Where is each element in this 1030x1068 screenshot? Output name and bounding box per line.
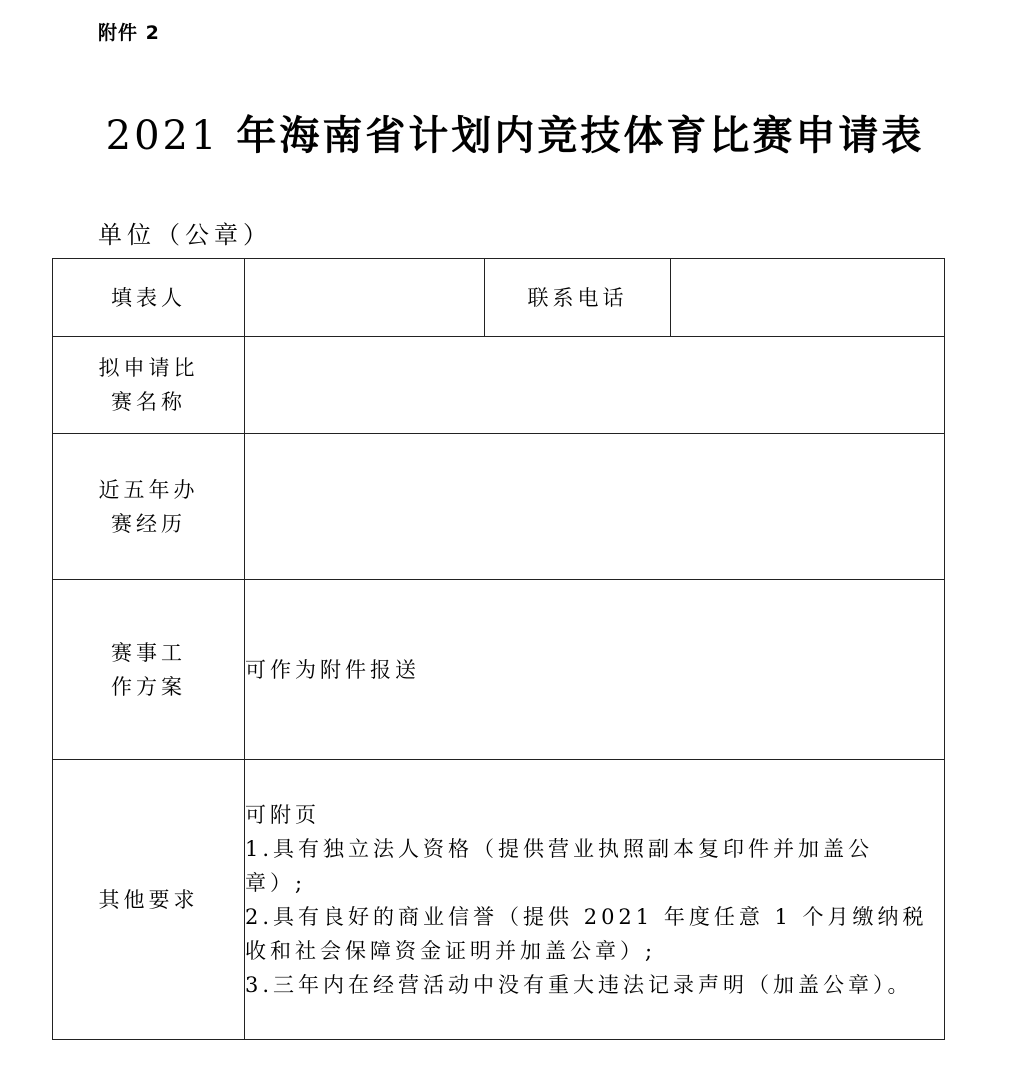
- history-label: [53, 434, 245, 580]
- phone-field[interactable]: [671, 259, 945, 337]
- competition-name-label-line2: 赛名称: [111, 390, 186, 414]
- history-label-line1: 近五年办: [98, 477, 199, 502]
- work-plan-label-line1: 赛事工: [111, 640, 186, 665]
- other-requirements-label: 其他要求: [53, 760, 245, 1040]
- phone-label: 联系电话: [485, 259, 671, 337]
- title-year: 2021: [105, 113, 220, 159]
- other-requirement-line: 3.三年内在经营活动中没有重大违法记录声明（加盖公章）。: [245, 972, 913, 997]
- competition-name-label-line1: 拟申请比: [98, 356, 199, 380]
- history-field[interactable]: [245, 434, 945, 580]
- other-requirement-line: 章）;: [245, 870, 307, 895]
- filler-field[interactable]: [245, 259, 485, 337]
- row-work-plan: [53, 580, 945, 760]
- application-form-table: [52, 258, 945, 1040]
- other-requirements-field: [245, 760, 945, 1040]
- work-plan-label-line2: 作方案: [111, 674, 186, 699]
- other-requirement-line: 收和社会保障资金证明并加盖公章）;: [245, 938, 657, 963]
- history-label-line2: 赛经历: [111, 511, 186, 536]
- other-requirement-line: 1.具有独立法人资格（提供营业执照副本复印件并加盖公: [245, 836, 874, 861]
- attachment-label: 附件 2: [98, 22, 160, 44]
- other-requirement-line: 2.具有良好的商业信誉（提供 2021 年度任意 1 个月缴纳税: [245, 904, 928, 929]
- competition-name-label: [53, 337, 245, 434]
- title-text: 年海南省计划内竞技体育比赛申请表: [219, 113, 925, 159]
- filler-label: 填表人: [53, 259, 245, 337]
- row-filler: [53, 259, 945, 337]
- work-plan-label: [53, 580, 245, 760]
- work-plan-field[interactable]: 可作为附件报送: [245, 580, 945, 760]
- row-history: [53, 434, 945, 580]
- row-other-requirements: [53, 760, 945, 1040]
- page-title: [0, 104, 1030, 161]
- competition-name-field[interactable]: [245, 337, 945, 434]
- unit-seal-label: 单位（公章）: [98, 221, 272, 249]
- other-requirement-line: 可附页: [245, 802, 320, 827]
- row-competition-name: [53, 337, 945, 434]
